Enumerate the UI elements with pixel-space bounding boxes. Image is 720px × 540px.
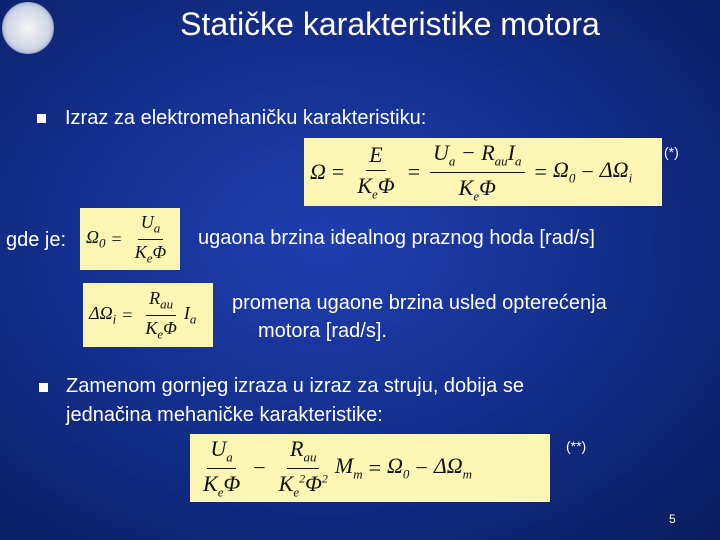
bullet-icon xyxy=(37,114,46,123)
equation-delta-omega: $\Delta\Omega_i$ = $\frac{R_{au}}{K_e\Phi}$ $I_a$ xyxy=(83,283,213,347)
equation-electromechanical: Ω = $\frac{E}{K_e\Phi}$ = $\frac{U_a - R_{au}I_a}{K_e\Phi}$ = $\Omega_0$ − $\Delta\Omega_i$ xyxy=(304,138,662,206)
equation-tag-2: (**) xyxy=(566,438,587,454)
slide-title: Statičke karakteristike motora xyxy=(180,6,600,42)
page-number: 5 xyxy=(669,512,676,526)
bullet-icon xyxy=(39,383,48,392)
equation-omega0: $\Omega_0$ = $\frac{U_a}{K_e\Phi}$ xyxy=(80,208,180,270)
delta-description-line1: promena ugaone brzina usled opterećenja xyxy=(232,292,607,314)
bullet-text-1: Izraz za elektromehaničku karakteristiku: xyxy=(65,107,427,129)
bullet-text-2-line1: Zamenom gornjeg izraza u izraz za struju, dobija se xyxy=(66,375,524,397)
bullet-text-2-line2: jednačina mehaničke karakteristike: xyxy=(66,404,383,426)
delta-description-line2: motora [rad/s]. xyxy=(258,320,387,342)
equation-mechanical: $\frac{U_a}{K_e\Phi}$ − $\frac{R_{au}}{K_e^2\Phi^2}$ $M_m$ = $\Omega_0$ − $\Delta\Omega_m$ xyxy=(190,434,550,502)
where-label: gde je: xyxy=(6,229,67,251)
omega0-description: ugaona brzina idealnog praznog hoda [rad/s] xyxy=(198,227,595,249)
equation-tag-1: (*) xyxy=(664,144,679,160)
